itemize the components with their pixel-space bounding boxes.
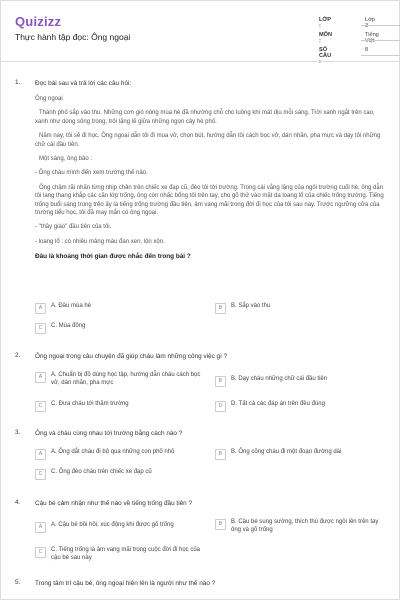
answer-option[interactable] — [215, 449, 381, 460]
question-body — [35, 499, 387, 508]
question-instruction: Đọc bài sau và trả lời các câu hỏi: — [35, 80, 132, 87]
answer-option[interactable] — [215, 376, 381, 387]
option-box[interactable]: C — [35, 401, 46, 412]
class-value: Lớp 3 — [365, 17, 375, 29]
passage-paragraph: Một sáng, ông bảo : — [39, 156, 93, 163]
option-box[interactable]: B — [215, 449, 226, 460]
answer-option[interactable] — [35, 469, 201, 480]
passage-note: - loang lổ : có nhiều mảng màu đan xen, lộn xộn. — [35, 238, 165, 245]
passage-paragraph: Năm nay, tôi sẽ đi học. Ông ngoại dẫn tôi đi mua vở, chọn bút, hướng dẫn tôi cách bọc vở, dán nhãn, pha mực và dạy tôi những chữ cái đầu tiên. — [35, 133, 381, 148]
subject-label: MÔN : — [319, 32, 333, 44]
quizizz-logo[interactable]: Quizizz — [15, 14, 62, 29]
class-label: LỚP : — [319, 17, 331, 29]
question-instruction: Trong tâm trí cậu bé, ông ngoại hiện lên là người như thế nào ? — [35, 580, 216, 587]
option-box[interactable]: A — [35, 449, 46, 460]
answer-option[interactable] — [215, 303, 381, 314]
question-number: 3. — [15, 429, 21, 436]
question-number: 2. — [15, 352, 21, 359]
count-label: SỐ CÂU : — [319, 47, 332, 65]
answer-option[interactable] — [35, 401, 201, 412]
option-box[interactable]: C — [35, 323, 46, 334]
answer-option[interactable] — [35, 449, 201, 460]
count-value: 8 — [365, 47, 369, 53]
option-box[interactable]: B — [215, 303, 226, 314]
option-text: A. Đầu mùa hè — [51, 303, 92, 309]
passage-paragraph: - Ông cháu mình đến xem trường thế nào. — [35, 170, 148, 177]
question-number: 5. — [15, 579, 21, 586]
question-body — [35, 579, 387, 588]
option-box[interactable]: D — [215, 401, 226, 412]
sub-question: Đâu là khoảng thời gian được nhắc đến trong bài ? — [35, 253, 191, 261]
passage-note: - "thầy giáo" đầu tiên của tôi. — [35, 224, 112, 231]
question-instruction: Ông và cháu cùng nhau tới trường bằng cách nào ? — [35, 430, 183, 437]
option-text: B. Sắp vào thu — [231, 303, 271, 309]
option-text: B. Ông cõng cháu đi một đoạn đường dài — [231, 449, 342, 455]
question-number: 4. — [15, 499, 21, 506]
option-text: A. Cậu bé bồi hồi, xúc động khi được gõ trống — [51, 522, 174, 528]
option-text: C. Đưa cháu tới thăm trường — [51, 401, 129, 407]
option-text: C. Tiếng trống là âm vang mãi trong cuộc đời đi học của cậu bé sau này — [51, 547, 201, 561]
answer-option[interactable] — [35, 522, 201, 533]
question-instruction: Cậu bé cảm nhận như thế nào về tiếng trống đầu tiên ? — [35, 500, 193, 507]
answer-option[interactable] — [35, 547, 201, 562]
question-instruction: Ông ngoại trong câu chuyện đã giúp cháu làm những công việc gì ? — [35, 353, 228, 360]
worksheet-title: Thực hành tập đọc: Ông ngoại — [15, 32, 131, 42]
option-box[interactable]: B — [215, 376, 226, 387]
answer-option[interactable] — [35, 372, 201, 387]
answer-option[interactable] — [35, 303, 201, 314]
option-box[interactable]: C — [35, 547, 46, 558]
option-text: B. Dạy cháu những chữ cái đầu tiên — [231, 376, 328, 382]
answer-option[interactable] — [215, 401, 381, 412]
option-text: B. Cậu bé sung sướng, thích thú được ngồi lên trên tay ông và gõ trống — [231, 519, 379, 533]
option-text: A. Chuẩn bị đồ dùng học tập, hướng dẫn cháu cách bọc vở, dán nhãn, pha mực — [51, 372, 201, 386]
option-box[interactable]: A — [35, 522, 46, 533]
header — [1, 1, 399, 65]
reading-passage — [35, 95, 387, 246]
answer-option[interactable] — [35, 323, 201, 334]
passage-paragraph: Ông chậm rãi nhấn từng nhịp chân trên chiếc xe đạp cũ, đèo tôi tới trường. Trong cái vắng lặng của ngôi trường cuối hè, ông dẫn tôi lang thang khắp các căn lớp trống, ông còn nhấc bổng tôi trên tay, cho gõ thử vào mặt da loang lổ của chiếc trống trường. Tiếng trống buổi sáng trong trẻo ấy là tiếng trống trường đầu tiên, âm vang mãi trong đời đi học của tôi sau này. Trước ngưỡng cửa của trường tiểu học, tôi đã may mắn có ông ngoại. — [35, 184, 384, 217]
option-text: D. Tất cả các đáp án trên đều đúng — [231, 401, 325, 407]
option-text: C. Ông đèo cháu trên chiếc xe đạp cũ — [51, 469, 152, 475]
class-underline — [361, 25, 400, 26]
question-body — [35, 429, 387, 438]
passage-title: Ông ngoại — [35, 96, 63, 102]
count-underline — [361, 55, 400, 56]
subject-value: Tiếng Việt — [365, 32, 379, 44]
subject-underline — [361, 40, 400, 41]
question-body — [35, 79, 387, 260]
option-box[interactable]: A — [35, 303, 46, 314]
option-text: C. Mùa đông — [51, 323, 86, 329]
answer-option[interactable] — [215, 519, 381, 534]
question-number: 1. — [15, 79, 21, 86]
option-text: A. Ông dắt cháu đi bộ qua những con phố nhỏ — [51, 449, 175, 455]
passage-paragraph: Thành phố sắp vào thu. Những cơn gió nóng mùa hè đã nhường chỗ cho luồng khí mát dịu mỗi sáng. Trời xanh ngắt trên cao, xanh như dòng sông trong, trôi lặng lẽ giữa những ngọn cây hè phố. — [35, 110, 375, 125]
option-box[interactable]: B — [215, 519, 226, 530]
question-body — [35, 352, 387, 361]
option-box[interactable]: A — [35, 372, 46, 383]
option-box[interactable]: C — [35, 469, 46, 480]
